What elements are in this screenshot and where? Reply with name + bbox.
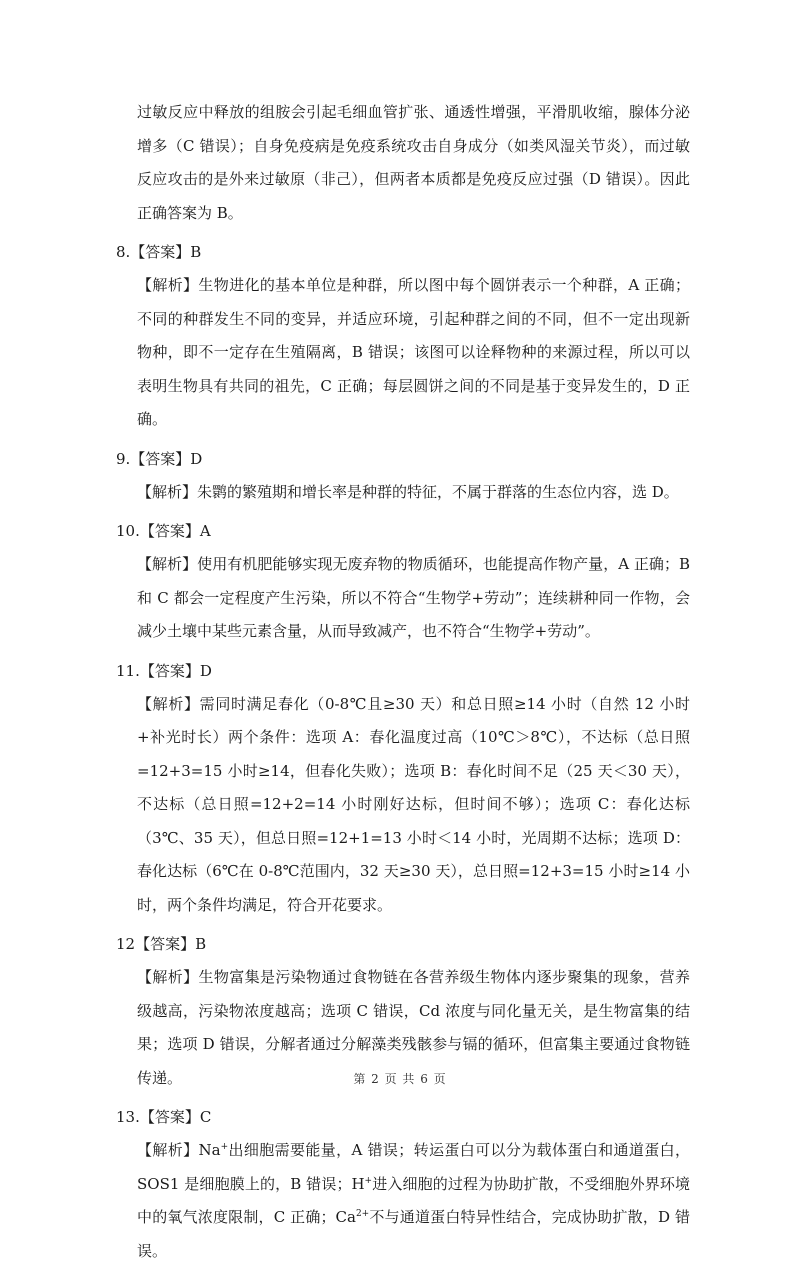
analysis-text: 进入细胞的过程为协助扩散，不受细胞外界环境中的氧气浓度限制，C 正确；Ca [137,1174,690,1226]
superscript: + [364,1175,373,1186]
answer-item-13 [0,1101,800,1268]
answer-label: 8.【答案】B [116,243,202,261]
superscript: + [220,1142,229,1152]
page-content [0,96,800,1274]
analysis-text: 【解析】Na [137,1141,221,1159]
analysis-paragraph: 【解析】朱鹮的繁殖期和增长率是种群的特征，不属于群落的生态位内容，选 D。 [137,482,679,501]
superscript: 2+ [355,1209,370,1219]
answer-label: 9.【答案】D [116,449,203,468]
answer-item-9 [0,443,800,510]
answer-item-11 [0,655,800,923]
answer-item-10 [0,515,800,649]
answer-label: 12【答案】B [116,935,207,953]
answer-label: 13.【答案】C [116,1108,212,1126]
answer-item-8 [0,236,800,437]
intro-paragraph: 过敏反应中释放的组胺会引起毛细血管扩张、通透性增强，平滑肌收缩，腺体分泌增多（C 错误）；自身免疫病是免疫系统攻击自身成分（如类风湿关节炎），而过敏反应攻击的是外来过敏原（非己），但两者本质都是免疫反应过强（D 错误）。因此正确答案为 B。 [137,103,690,222]
analysis-paragraph: 【解析】使用有机肥能够实现无废弃物的物质循环，也能提高作物产量，A 正确；B 和 C 都会一定程度产生污染，所以不符合“生物学+劳动”；连续耕种同一作物，会减少土壤中某些元素含量，从而导致减产，也不符合“生物学+劳动”。 [137,555,690,640]
answer-label: 10.【答案】A [116,522,211,540]
analysis-paragraph: 【解析】生物富集是污染物通过食物链在各营养级生物体内逐步聚集的现象，营养级越高，污染物浓度越高；选项 C 错误，Cd 浓度与同化量无关，是生物富集的结果；选项 D 错误，分解者通过分解藻类残骸参与镉的循环，但富集主要通过食物链传递。 [137,968,690,1087]
analysis-paragraph: 【解析】生物进化的基本单位是种群，所以图中每个圆饼表示一个种群，A 正确；不同的种群发生不同的变异，并适应环境，引起种群之间的不同，但不一定出现新物种，即不一定存在生殖隔离，B 错误；该图可以诠释物种的来源过程，所以可以表明生物具有共同的祖先，C 正确；每层圆饼之间的不同是基于变异发生的，D 正确。 [137,276,690,428]
analysis-text: 不与通道蛋白特异性结合，完成协助扩散，D 错误。 [137,1208,691,1260]
analysis-paragraph: 【解析】需同时满足春化（0-8℃且≥30 天）和总日照≥14 小时（自然 12 小时+补光时长）两个条件：选项 A：春化温度过高（10℃＞8℃），不达标（总日照=12+3=15 小时≥14，但春化失败）；选项 B：春化时间不足（25 天＜30 天），不达标（总日照=12+2=14 小时刚好达标，但时间不够）；选项 C：春化达标（3℃、35 天），但总日照=12+1=13 小时＜14 小时，光周期不达标；选项 D：春化达标（6℃在 0-8℃范围内，32 天≥30 天），总日照=12+3=15 小时≥14 小时，两个条件均满足，符合开花要求。 [137,694,690,914]
page-number-footer: 第 2 页 共 6 页 [353,1072,447,1086]
analysis-text: 出细胞需要能量，A 错误；转运蛋白可以分为载体蛋白和通道蛋白，SOS1 是细胞膜上的，B 错误；H [137,1141,690,1193]
answer-label: 11.【答案】D [116,661,212,680]
analysis-paragraph [137,1134,690,1268]
